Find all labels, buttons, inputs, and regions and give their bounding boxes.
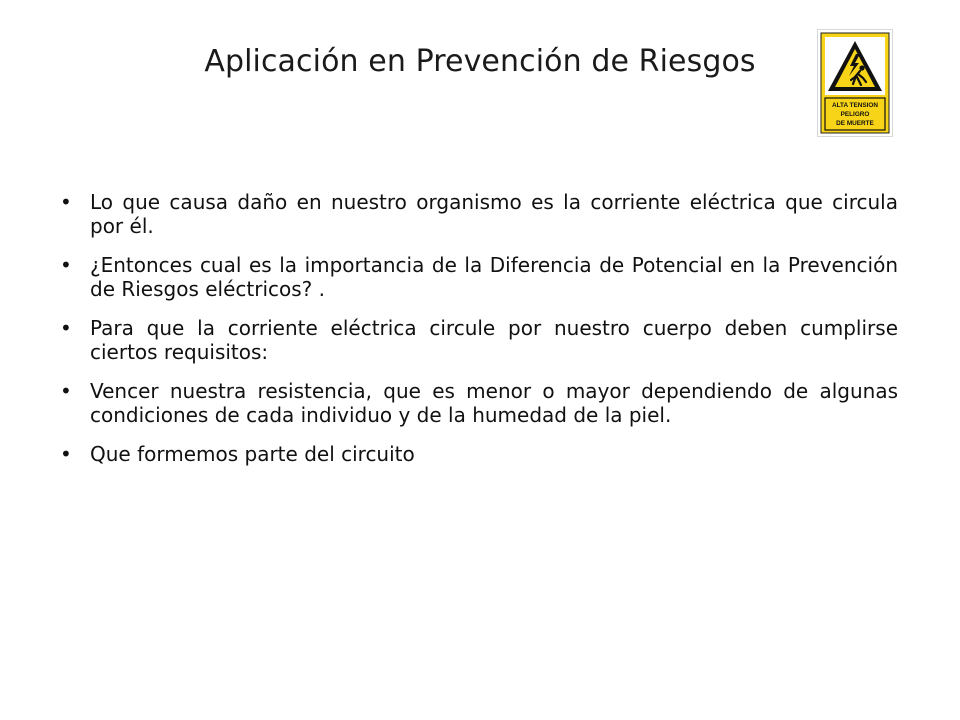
bullet-dot-icon: • xyxy=(60,316,72,340)
sign-text-line-1: ALTA TENSION xyxy=(831,102,879,109)
bullet-item xyxy=(60,190,898,238)
bullet-item xyxy=(60,253,898,301)
bullet-text: Lo que causa daño en nuestro organismo es la corriente eléctrica que circula por él. xyxy=(90,190,898,238)
bullet-text: ¿Entonces cual es la importancia de la Diferencia de Potencial en la Prevención de Riesgos eléctricos? . xyxy=(90,253,898,301)
bullet-dot-icon: • xyxy=(60,442,72,466)
high-voltage-warning-icon xyxy=(818,30,892,136)
bullet-item xyxy=(60,379,898,427)
bullet-item xyxy=(60,442,898,466)
bullet-text: Vencer nuestra resistencia, que es menor o mayor dependiendo de algunas condiciones de cada individuo y de la humedad de la piel. xyxy=(90,379,898,427)
bullet-dot-icon: • xyxy=(60,253,72,277)
high-voltage-warning-sign xyxy=(818,30,892,136)
bullet-list xyxy=(60,190,898,481)
bullet-item xyxy=(60,316,898,364)
sign-text-line-2: PELIGRO xyxy=(840,111,870,118)
bullet-dot-icon: • xyxy=(60,379,72,403)
sign-text-line-3: DE MUERTE xyxy=(836,120,874,127)
bullet-text: Que formemos parte del circuito xyxy=(90,442,415,466)
bullet-text: Para que la corriente eléctrica circule por nuestro cuerpo deben cumplirse ciertos requisitos: xyxy=(90,316,898,364)
slide-title: Aplicación en Prevención de Riesgos xyxy=(204,44,756,79)
bullet-dot-icon: • xyxy=(60,190,72,214)
